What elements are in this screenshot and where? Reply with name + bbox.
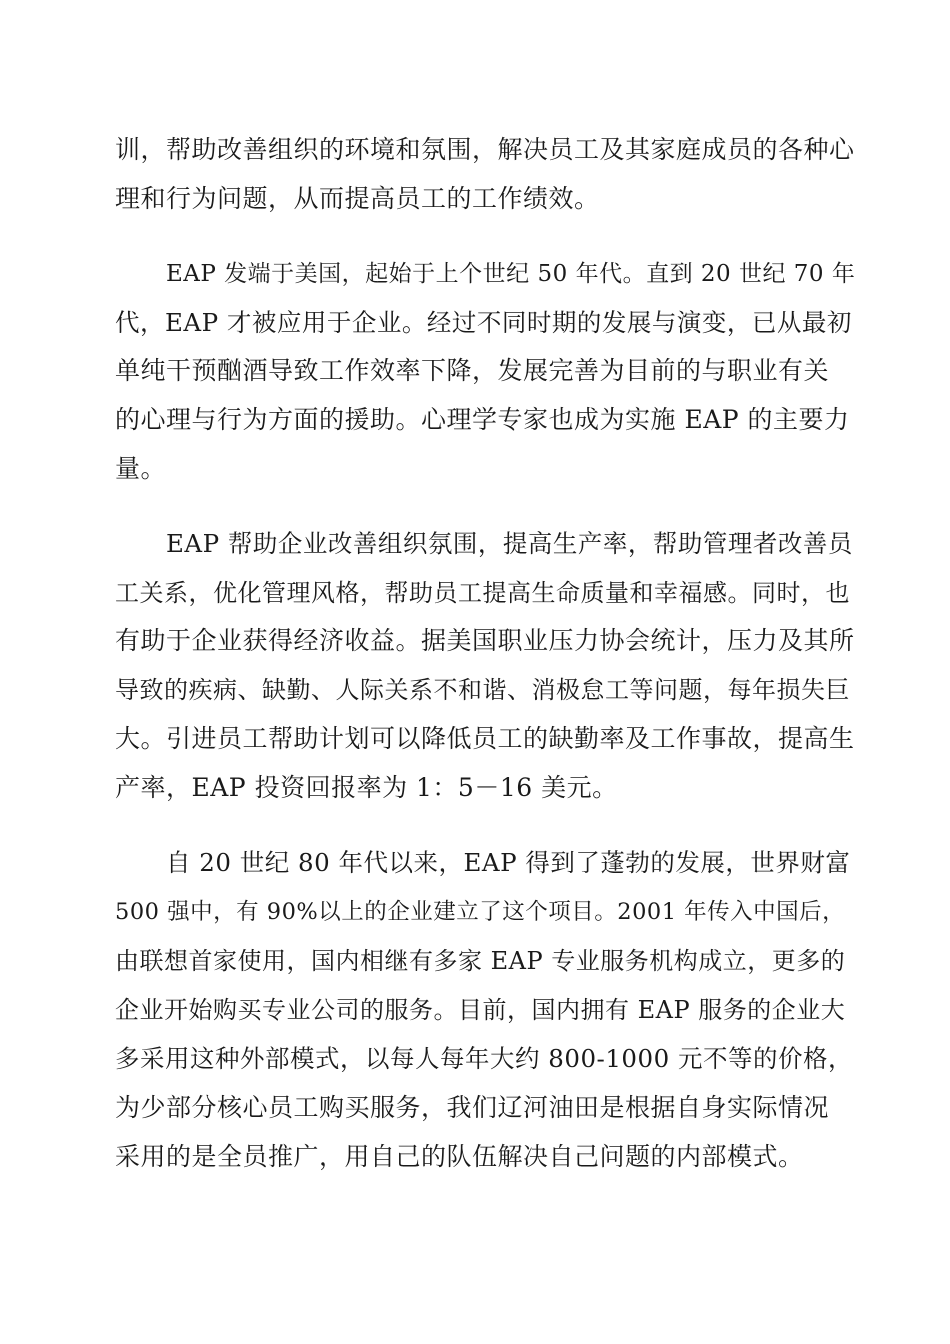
paragraph-4-line-2: 500 强中，有 90%以上的企业建立了这个项目。2001 年传入中国后， (115, 899, 846, 925)
paragraph-3-line-1: EAP 帮助企业改善组织氛围，提高生产率，帮助管理者改善员 (166, 529, 853, 558)
paragraph-2-line-5: 量。 (115, 454, 167, 483)
paragraph-3-line-2: 工关系，优化管理风格，帮助员工提高生命质量和幸福感。同时，也 (115, 579, 850, 607)
paragraph-4-line-5: 多采用这种外部模式，以每人每年大约 800-1000 元不等的价格， (115, 1044, 853, 1073)
paragraph-4-line-4: 企业开始购买专业公司的服务。目前，国内拥有 EAP 服务的企业大 (115, 996, 846, 1024)
paragraph-2-line-2: 代，EAP 才被应用于企业。经过不同时期的发展与演变，已从最初 (115, 308, 852, 337)
paragraph-3-line-5: 大。引进员工帮助计划可以降低员工的缺勤率及工作事故，提高生 (115, 724, 855, 753)
paragraph-1-line-2: 理和行为问题，从而提高员工的工作绩效。 (115, 184, 600, 213)
paragraph-3-line-6: 产率，EAP 投资回报率为 1：5－16 美元。 (115, 773, 618, 802)
paragraph-4-line-3: 由联想首家使用，国内相继有多家 EAP 专业服务机构成立，更多的 (115, 947, 846, 975)
paragraph-4-line-7: 采用的是全员推广，用自己的队伍解决自己问题的内部模式。 (115, 1142, 804, 1171)
paragraph-3-line-4: 导致的疾病、缺勤、人际关系不和谐、消极怠工等问题，每年损失巨 (115, 676, 850, 704)
paragraph-4-line-1: 自 20 世纪 80 年代以来，EAP 得到了蓬勃的发展，世界财富 (166, 848, 851, 877)
paragraph-2-line-4: 的心理与行为方面的援助。心理学专家也成为实施 EAP 的主要力 (115, 405, 850, 434)
paragraph-2-line-1: EAP 发端于美国，起始于上个世纪 50 年代。直到 20 世纪 70 年 (166, 261, 856, 287)
paragraph-3-line-3: 有助于企业获得经济收益。据美国职业压力协会统计，压力及其所 (115, 626, 855, 655)
paragraph-2-line-3: 单纯干预酗酒导致工作效率下降，发展完善为目前的与职业有关 (115, 356, 830, 385)
paragraph-1-line-1: 训，帮助改善组织的环境和氛围，解决员工及其家庭成员的各种心 (115, 135, 855, 164)
paragraph-4-line-6: 为少部分核心员工购买服务，我们辽河油田是根据自身实际情况 (115, 1093, 830, 1122)
